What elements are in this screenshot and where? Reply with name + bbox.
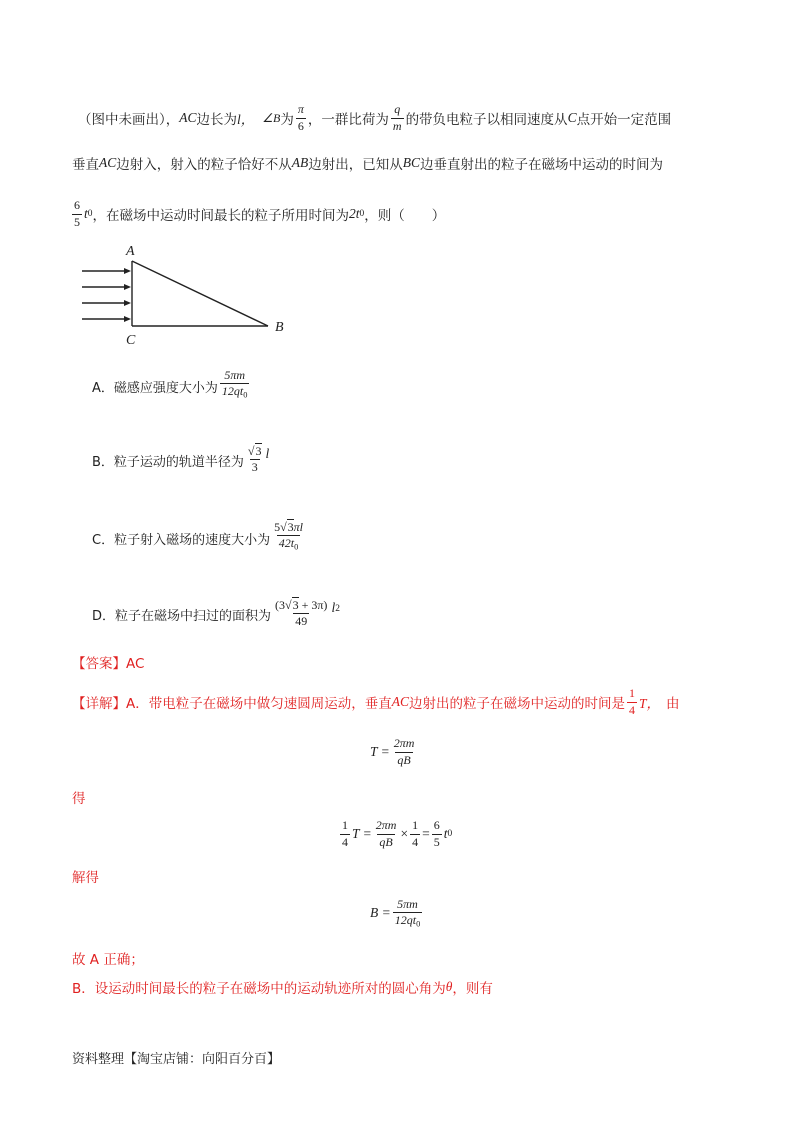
detail-text: 由 [666,696,680,712]
fraction-numerator: 5πm [224,368,246,383]
fraction-denominator: 12qt [221,384,244,399]
angle-symbol: ∠B [262,110,281,125]
question-text: 边垂直射出的粒子在磁场中运动的时间为 [420,157,664,173]
option-b [92,428,269,474]
subscript: 0 [243,390,248,400]
question-text: 边射入，射入的粒子恰好不从 [116,157,292,173]
fraction-denominator: 42t [278,536,295,551]
fraction-denominator: 4 [412,834,419,849]
segment-label: BC [402,155,421,170]
segment-label: AC [179,110,197,125]
fraction-denominator: qB [379,834,393,849]
fraction-denominator: 12qt [394,912,417,927]
numerator-coefficient: 5 [274,520,281,535]
option-a-fraction [220,369,250,400]
option-b-fraction [246,445,264,474]
numerator-part: (3 [275,597,286,612]
answer-label: 【答案】AC [72,656,145,672]
detail-line-1 [72,684,680,720]
fraction-numerator: 3 [255,443,262,458]
question-text: 点开始一定范围 [576,112,672,128]
option-c [92,506,307,552]
subscript: 0 [87,209,93,219]
equation-fraction [340,819,350,848]
equation-term: T = [352,826,372,841]
equation-period [370,732,418,772]
fraction-numerator: 6 [74,198,80,213]
subscript: 0 [416,919,421,929]
option-a [92,356,251,400]
equation-field-strength [370,892,424,934]
equals-symbol: = [422,826,430,841]
fraction-denominator: 5 [433,834,440,849]
times-symbol: × [400,826,409,841]
subscript: 0 [359,209,365,219]
sqrt-symbol: √ [247,443,255,458]
option-label: B．粒子运动的轨道半径为 [92,455,244,470]
fraction-numerator: π [297,102,304,117]
superscript: 2 [335,604,340,614]
fraction-numerator: 6 [433,818,440,833]
segment-label: AB [291,155,309,170]
option-label: D．粒子在磁场中扫过的面积为 [92,609,272,624]
question-text: ，在磁场中运动时间最长的粒子所用时间为 [92,208,349,224]
variable: 2t [348,206,360,221]
fraction-numerator: 5πm [397,896,418,911]
arrowhead [124,284,131,290]
fraction-numerator: 1 [342,818,348,833]
variable-theta: θ [445,979,453,994]
equation-quarter-period [338,814,452,854]
fraction-denominator: 4 [629,702,636,717]
subscript: 0 [447,829,453,839]
variable: t [443,826,448,841]
question-text: 边长为 [196,112,238,128]
detail-text: B．设运动时间最长的粒子在磁场中的运动轨迹所对的圆心角为 [72,981,446,997]
fraction-six-fifths [72,199,82,228]
fraction-numerator: 2πm [375,818,397,833]
footer-text: 资料整理【淘宝店铺：向阳百分百】 [72,1052,281,1067]
detail-label: 【详解】 [72,696,126,712]
question-line-1 [78,100,671,136]
sqrt-symbol: √ [285,597,292,612]
equation-fraction [393,898,423,929]
equation-fraction [410,819,420,848]
segment-label: AC [99,155,117,170]
option-label: C．粒子射入磁场的速度大小为 [92,533,271,548]
subscript: 0 [294,542,299,552]
numerator-radicand: 3 [292,597,299,612]
fraction-denominator: 49 [295,613,308,628]
fraction-denominator: qB [397,752,411,767]
option-c-fraction [272,521,305,552]
variable: l， [237,112,255,127]
variable: T， [639,696,661,711]
equation-fraction [392,737,417,766]
vertex-label-c: C [126,333,136,348]
numerator-variables: πl [293,520,304,535]
detail-text: ，则有 [452,981,493,997]
arrowhead [124,316,131,322]
side-ab [132,261,268,326]
question-text: （图中未画出）， [78,112,180,128]
variable: t [84,206,88,221]
variable: l [265,446,270,461]
option-d-fraction [273,599,329,628]
vertex-label-a: A [126,244,135,259]
sqrt-symbol: √ [280,520,287,535]
question-text: 的带负电粒子以相同速度从 [405,112,568,128]
fraction-denominator: 5 [74,214,80,229]
equation-lhs: T = [370,744,390,759]
fraction-numerator: 2πm [393,736,415,751]
fraction-denominator: 4 [342,834,348,849]
de-label: 得 [72,791,86,807]
variable: l [331,600,336,615]
fraction-one-quarter [627,687,637,716]
point-label: C [567,110,577,125]
question-text: ，则（ ） [364,208,446,224]
question-line-3 [72,196,445,232]
detail-line-b [72,977,493,997]
equation-lhs: B = [370,905,391,920]
option-label: A．磁感应强度大小为 [92,381,218,396]
a-correct-text: 故 A 正确； [72,952,144,968]
arrowhead [124,268,131,274]
question-text: 为 [280,112,294,128]
option-d [92,582,340,628]
question-text: 边射出，已知从 [308,157,403,173]
fraction-numerator: 1 [412,818,419,833]
detail-text: 边射出的粒子在磁场中运动的时间是 [409,696,626,712]
jiede-label: 解得 [72,870,99,886]
question-text: 垂直 [72,157,99,173]
detail-text: A．带电粒子在磁场中做匀速圆周运动，垂直 [126,696,392,712]
arrowhead [124,300,131,306]
fraction-denominator: 3 [251,459,258,474]
fraction-numerator: q [394,102,401,117]
fraction-numerator: 1 [629,686,636,701]
fraction-pi-over-6 [296,103,306,132]
question-text: ，一群比荷为 [307,112,389,128]
numerator-radicand: 3 [287,520,294,535]
question-line-2 [72,152,663,174]
fraction-denominator: m [392,118,402,133]
vertex-label-b: B [275,320,284,335]
fraction-denominator: 6 [297,118,304,133]
equation-fraction [432,819,442,848]
equation-fraction [374,819,399,848]
fraction-q-over-m [391,103,404,132]
numerator-part: + 3π) [298,597,328,612]
triangle-figure [70,238,300,350]
segment-label: AC [391,694,410,709]
